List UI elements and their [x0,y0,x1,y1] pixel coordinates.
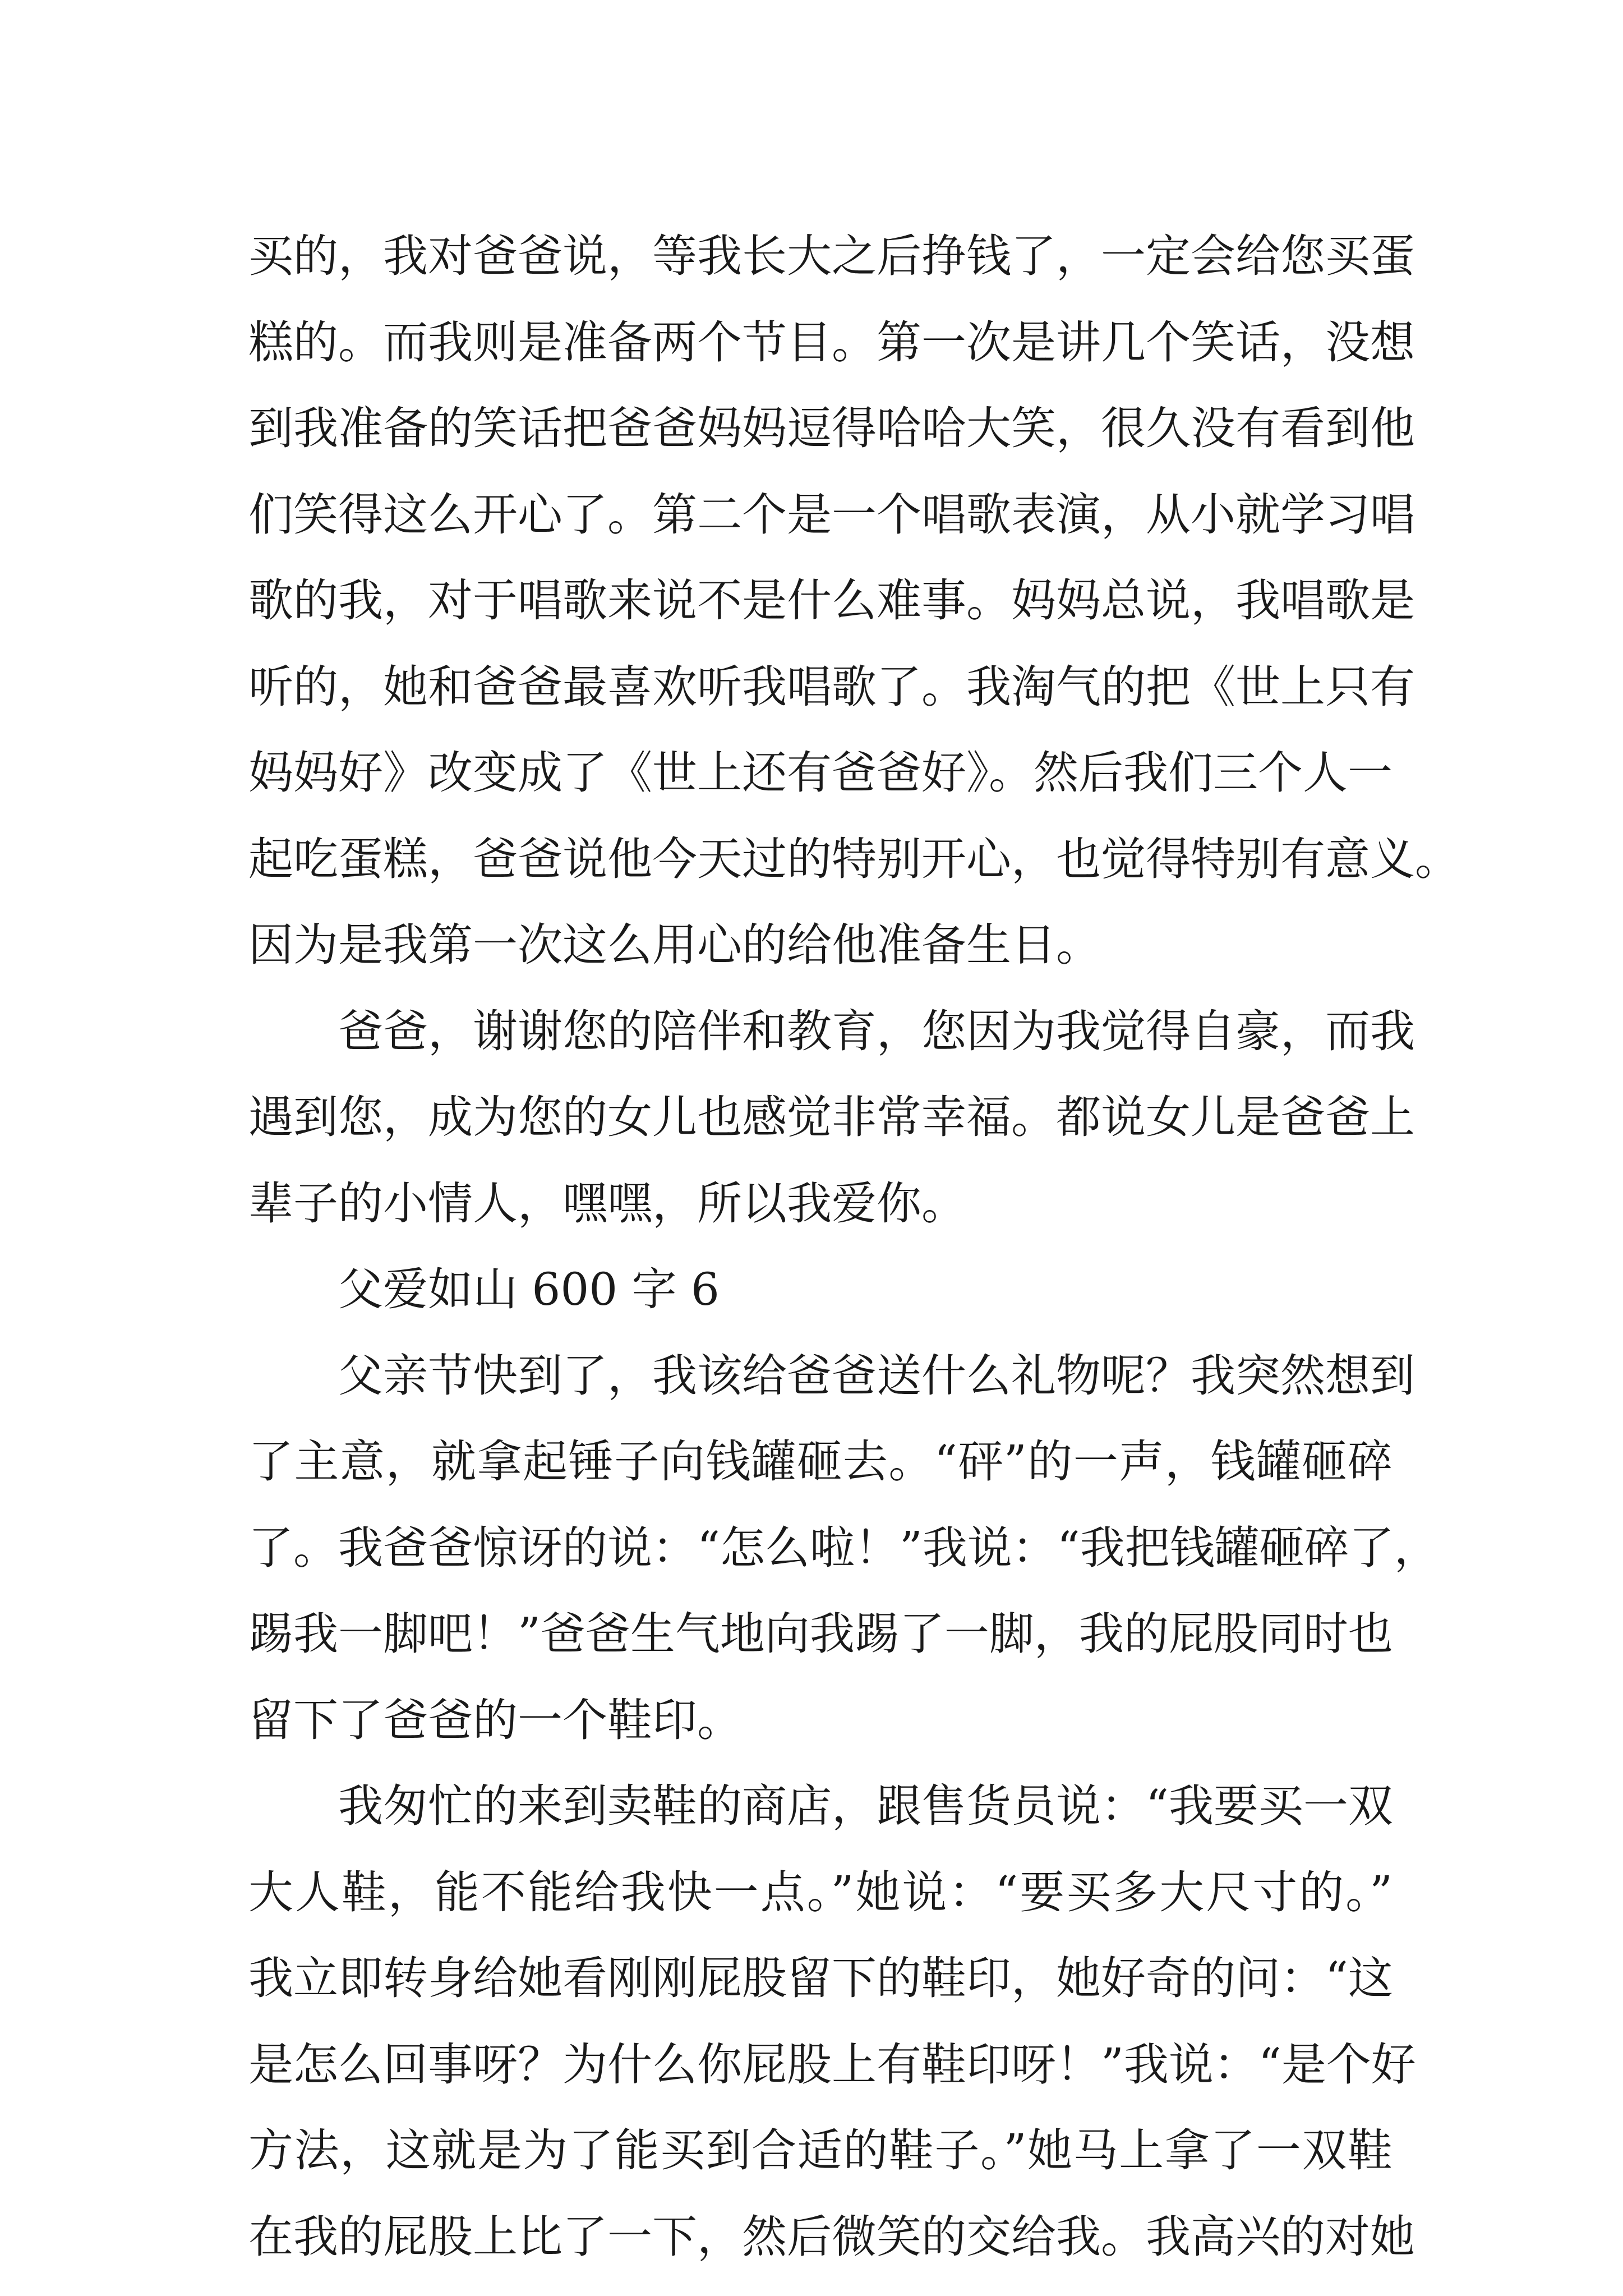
text-line: 了。我爸爸惊讶的说：“怎么啦！”我说：“我把钱罐砸碎了， [248,1521,1439,1574]
text-line: 踢我一脚吧！”爸爸生气地向我踢了一脚，我的屁股同时也 [248,1608,1393,1660]
text-line: 是怎么回事呀？为什么你屁股上有鞋印呀！”我说：“是个好 [248,2038,1416,2091]
text-line: 留下了爸爸的一个鞋印。 [248,1694,742,1746]
text-line: 辈子的小情人，嘿嘿，所以我爱你。 [248,1177,966,1230]
text-line: 糕的。而我则是准备两个节目。第一次是讲几个笑话，没想 [248,316,1415,369]
text-line: 到我准备的笑话把爸爸妈妈逗得哈哈大笑，很久没有看到他 [248,402,1415,454]
text-line: 买的，我对爸爸说，等我长大之后挣钱了，一定会给您买蛋 [248,230,1415,282]
paragraph-first-line: 爸爸，谢谢您的陪伴和教育，您因为我觉得自豪，而我 [338,1005,1415,1057]
text-line: 我立即转身给她看刚刚屁股留下的鞋印，她好奇的问：“这 [248,1952,1393,2004]
text-line: 在我的屁股上比了一下，然后微笑的交给我。我高兴的对她 [248,2210,1415,2263]
body-text [248,213,1460,2280]
text-line: 方法，这就是为了能买到合适的鞋子。”她马上拿了一双鞋 [248,2124,1393,2177]
text-line: 听的，她和爸爸最喜欢听我唱歌了。我淘气的把《世上只有 [248,660,1415,713]
text-line: 歌的我，对于唱歌来说不是什么难事。妈妈总说，我唱歌是 [248,574,1415,627]
text-line: 起吃蛋糕，爸爸说他今天过的特别开心，也觉得特别有意义。 [248,832,1460,885]
text-line: 因为是我第一次这么用心的给他准备生日。 [248,919,1101,971]
paragraph-first-line: 父亲节快到了，我该给爸爸送什么礼物呢？我突然想到 [338,1349,1415,1402]
text-line: 大人鞋，能不能给我快一点。”她说：“要买多大尺寸的。” [248,1866,1393,1918]
text-line: 妈妈好》改变成了《世上还有爸爸好》。然后我们三个人一 [248,747,1393,799]
text-line: 了主意，就拿起锤子向钱罐砸去。“砰”的一声，钱罐砸碎 [248,1435,1393,1488]
paragraph-first-line: 我匆忙的来到卖鞋的商店，跟售货员说：“我要买一双 [338,1780,1393,1832]
text-line: 们笑得这么开心了。第二个是一个唱歌表演，从小就学习唱 [248,488,1415,541]
text-line: 遇到您，成为您的女儿也感觉非常幸福。都说女儿是爸爸上 [248,1091,1415,1143]
section-heading: 父爱如山 600 字 6 [338,1263,720,1315]
